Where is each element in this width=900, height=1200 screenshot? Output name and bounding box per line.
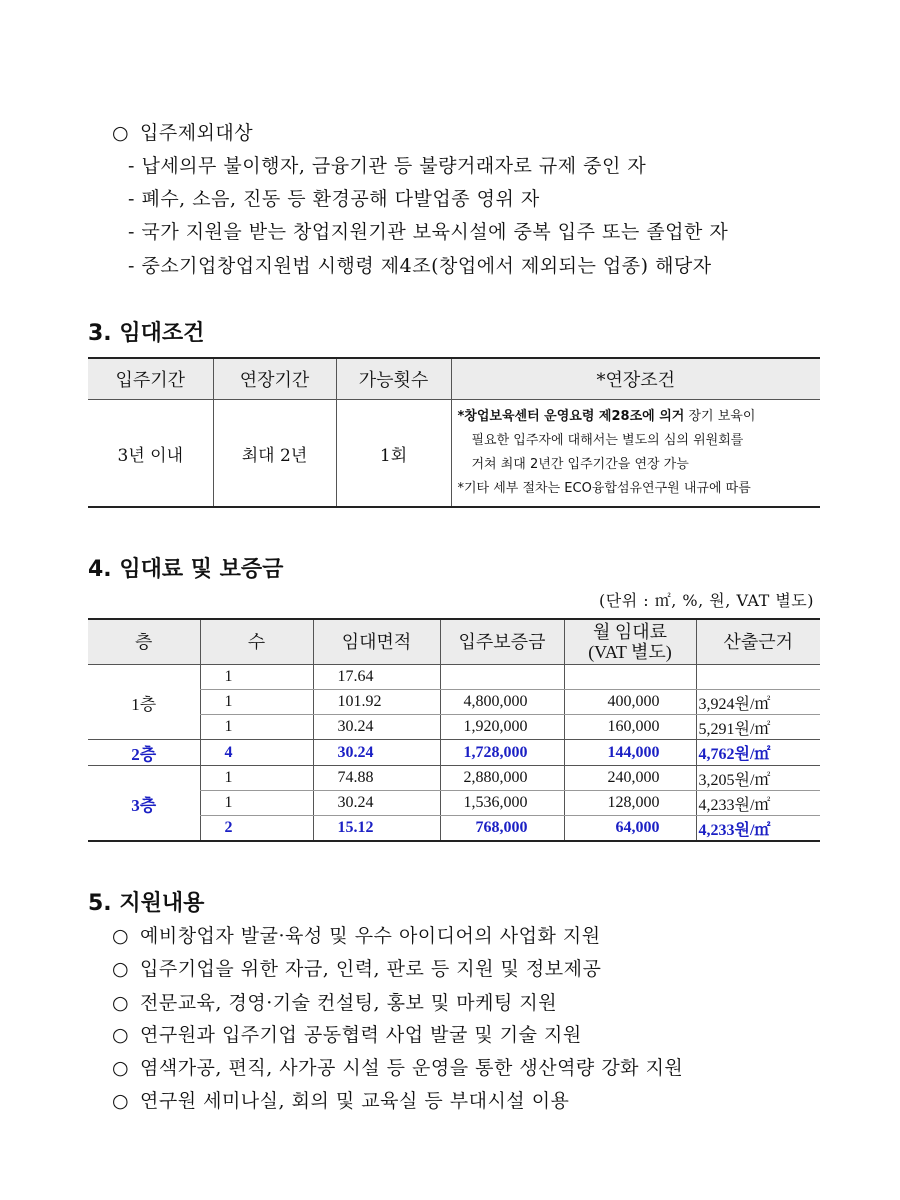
exclusion-item: - 폐수, 소음, 진동 등 환경공해 다발업종 영위 자: [128, 188, 540, 210]
floor-2-cell: 2층: [88, 740, 200, 766]
lease-conditions-table: [88, 357, 820, 508]
header-count: 가능횟수: [336, 358, 451, 400]
condition-line-4: *기타 세부 절차는 ECO융합섬유연구원 내규에 따름: [457, 481, 751, 496]
section-3-heading: 3. 임대조건: [88, 321, 205, 346]
header-basis: 산출근거: [696, 619, 820, 665]
header-deposit: 입주보증금: [440, 619, 564, 665]
support-item: ○ 전문교육, 경영·기술 컨설팅, 홍보 및 마케팅 지원: [112, 992, 558, 1014]
exclusion-item: - 국가 지원을 받는 창업지원기관 보육시설에 중복 입주 또는 졸업한 자: [128, 221, 729, 243]
support-item: ○ 연구원 세미나실, 회의 및 교육실 등 부대시설 이용: [112, 1090, 570, 1112]
condition-line-1: *창업보육센터 운영요령 제28조에 의거 장기 보육이: [457, 409, 756, 424]
circle-bullet-icon: ○: [112, 925, 130, 947]
support-item: ○ 연구원과 입주기업 공동협력 사업 발굴 및 기술 지원: [112, 1024, 582, 1046]
header-monthly-rent: 월 임대료 (VAT 별도): [564, 619, 696, 665]
condition-line-2: 필요한 입주자에 대해서는 별도의 심의 위원회를: [471, 433, 744, 448]
period-cell: 3년 이내: [88, 400, 213, 508]
extension-cell: 최대 2년: [213, 400, 336, 508]
table-header-row: [88, 619, 820, 665]
table-row: 1 30.24 1,920,000 160,000 5,291원/㎡: [88, 715, 820, 740]
table-header-row: [88, 358, 820, 400]
count-cell: 1회: [336, 400, 451, 508]
circle-bullet-icon: ○: [112, 122, 130, 144]
table-row: 1 30.24 1,536,000 128,000 4,233원/㎡: [88, 791, 820, 816]
table-row: 1 101.92 4,800,000 400,000 3,924원/㎡: [88, 690, 820, 715]
rent-table: [88, 618, 820, 842]
exclusion-item: - 납세의무 불이행자, 금융기관 등 불량거래자로 규제 중인 자: [128, 155, 647, 177]
table-row: 1층 1 17.64: [88, 665, 820, 690]
header-unit-count: 수: [200, 619, 313, 665]
table-row-highlight: 2 15.12 768,000 64,000 4,233원/㎡: [88, 816, 820, 842]
table-row: [88, 400, 820, 508]
table-row: 3층 1 74.88 2,880,000 240,000 3,205원/㎡: [88, 766, 820, 791]
unit-note: (단위 : ㎡, %, 원, VAT 별도): [599, 591, 814, 610]
header-area: 임대면적: [313, 619, 440, 665]
support-item: ○ 입주기업을 위한 자금, 인력, 판로 등 지원 및 정보제공: [112, 958, 602, 980]
table-row-highlight: 2층 4 30.24 1,728,000 144,000 4,762원/㎡: [88, 740, 820, 766]
floor-1-cell: 1층: [88, 665, 200, 740]
support-item: ○ 예비창업자 발굴·육성 및 우수 아이디어의 사업화 지원: [112, 925, 601, 947]
header-floor: 층: [88, 619, 200, 665]
section-4-heading: 4. 임대료 및 보증금: [88, 557, 284, 582]
circle-bullet-icon: ○: [112, 1057, 130, 1079]
header-condition: *연장조건: [451, 358, 820, 400]
exclusion-title: ○ 입주제외대상: [112, 122, 254, 144]
condition-cell: [451, 400, 820, 508]
circle-bullet-icon: ○: [112, 958, 130, 980]
circle-bullet-icon: ○: [112, 1024, 130, 1046]
condition-line-3: 거쳐 최대 2년간 입주기간을 연장 가능: [471, 457, 689, 472]
floor-3-cell: 3층: [88, 766, 200, 842]
support-item: ○ 염색가공, 편직, 사가공 시설 등 운영을 통한 생산역량 강화 지원: [112, 1057, 684, 1079]
header-period: 입주기간: [88, 358, 213, 400]
circle-bullet-icon: ○: [112, 992, 130, 1014]
circle-bullet-icon: ○: [112, 1090, 130, 1112]
exclusion-item: - 중소기업창업지원법 시행령 제4조(창업에서 제외되는 업종) 해당자: [128, 255, 712, 277]
section-5-heading: 5. 지원내용: [88, 891, 205, 916]
header-extension: 연장기간: [213, 358, 336, 400]
